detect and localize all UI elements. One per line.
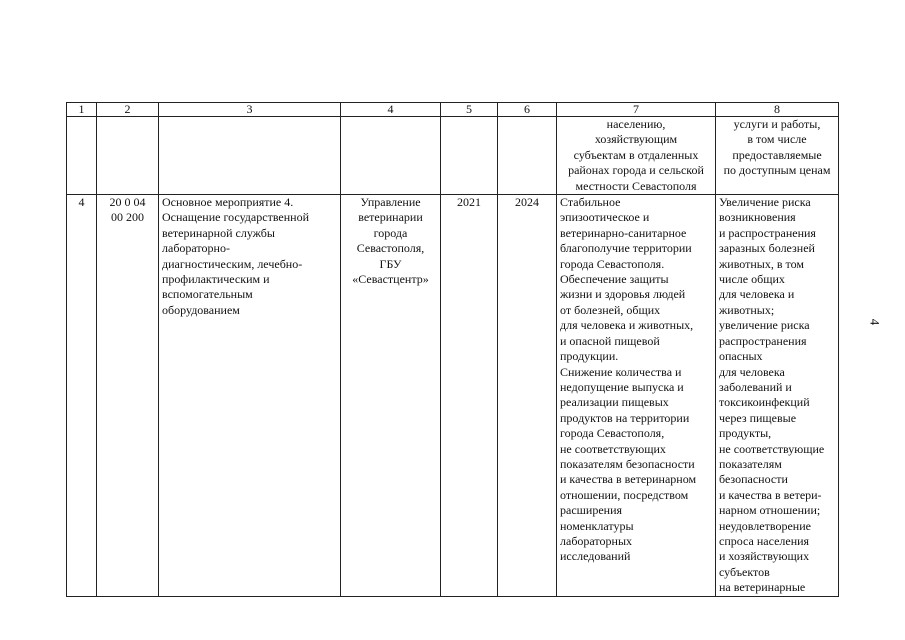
consequences-line: не соответствующие [719,441,825,456]
cont-consequences-cell [716,117,839,195]
cont-result-line: местности Севастополя [575,178,697,193]
consequences-line: токсикоинфекций [719,395,810,410]
activity-line: Основное мероприятие 4. [162,195,294,210]
consequences-line: неудовлетворение [719,518,811,533]
consequences-line: заболеваний и [719,379,792,394]
header-col-1: 1 [67,103,97,117]
consequences-line: и хозяйствующих [719,549,810,564]
budget-code-line: 00 200 [111,210,144,225]
consequences-line: субъектов [719,564,770,579]
result-line: для человека и животных, [560,318,694,333]
consequences-line: числе общих [719,272,785,287]
result-line: показателям безопасности [560,456,695,471]
budget-code-line: 20 0 04 [109,195,146,210]
result-line: города Севастополя. [560,256,665,271]
result-line: города Севастополя, [560,426,665,441]
consequences-line: животных, в том [719,256,804,271]
header-row [67,103,839,117]
result-line: отношении, посредством [560,487,689,502]
cont-consequences-line: по доступным ценам [723,163,831,178]
consequences-line: возникновения [719,210,796,225]
result-line: Стабильное [560,195,621,210]
table-row [67,195,839,597]
cont-result-line: субъектам в отдаленных [573,147,699,162]
consequences-line: увеличение риска [719,318,810,333]
result-line: лабораторных [560,533,633,548]
cont-result-line: хозяйствующим [594,132,678,147]
activity-line: лабораторно- [162,241,230,256]
consequences-line: для человека [719,364,785,379]
cont-consequences-line: в том числе [747,132,807,147]
cont-cell-4 [341,117,441,195]
page-number: 4 [867,318,883,326]
executor-line: «Севастцентр» [352,272,429,287]
consequences-line: безопасности [719,472,788,487]
result-line: Снижение количества и [560,364,682,379]
executor-line: Управление [360,195,421,210]
cont-cell-5 [441,117,498,195]
header-col-7: 7 [557,103,716,117]
cont-cell-1 [67,117,97,195]
cont-cell-3 [159,117,341,195]
result-line: Обеспечение защиты [560,272,669,287]
activity-line: Оснащение государственной [162,210,309,225]
result-line: благополучие территории [560,241,692,256]
start-year: 2021 [441,195,498,597]
header-col-2: 2 [97,103,159,117]
result-line: и качества в ветеринарном [560,472,697,487]
cont-result-line: населению, [606,117,666,131]
consequences-line: для человека и [719,287,795,302]
header-col-3: 3 [159,103,341,117]
consequences-line: показателям [719,456,782,471]
consequences-line: через пищевые [719,410,797,425]
consequences-line: заразных болезней [719,241,815,256]
consequences-line: спроса населения [719,533,810,548]
result-line: продуктов на территории [560,410,690,425]
header-col-8: 8 [716,103,839,117]
consequences-line: на ветеринарные [719,580,806,595]
expected-result [557,195,716,597]
activity-line: профилактическим и [162,272,270,287]
program-table [66,102,839,597]
cont-result-line: районах города и сельской [568,163,704,178]
cont-cell-2 [97,117,159,195]
executor [341,195,441,597]
result-line: номенклатуры [560,518,634,533]
executor-line: ГБУ [379,256,402,271]
cont-consequences-line: предоставляемые [732,147,822,162]
result-line: исследований [560,549,631,564]
result-line: реализации пищевых [560,395,669,410]
consequences-line: и распространения [719,225,816,240]
continuation-row [67,117,839,195]
activity-line: ветеринарной службы [162,225,275,240]
result-line: недопущение выпуска и [560,379,684,394]
activity-line: оборудованием [162,302,240,317]
header-col-5: 5 [441,103,498,117]
result-line: от болезней, общих [560,302,661,317]
activity-name [159,195,341,597]
header-col-6: 6 [498,103,557,117]
executor-line: Севастополя, [356,241,425,256]
cont-consequences-line: услуги и работы, [733,117,821,131]
result-line: и опасной пищевой [560,333,660,348]
result-line: жизни и здоровья людей [560,287,686,302]
consequences-line: опасных [719,349,763,364]
header-col-4: 4 [341,103,441,117]
result-line: ветеринарно-санитарное [560,225,687,240]
executor-line: ветеринарии [358,210,423,225]
result-line: расширения [560,503,623,518]
consequences-line: распространения [719,333,807,348]
consequences [716,195,839,597]
activity-line: вспомогательным [162,287,253,302]
row-number: 4 [67,195,97,597]
result-line: не соответствующих [560,441,666,456]
executor-line: города [373,225,408,240]
cont-result-cell [557,117,716,195]
end-year: 2024 [498,195,557,597]
consequences-line: и качества в ветери- [719,487,822,502]
result-line: продукции. [560,349,619,364]
consequences-line: Увеличение риска [719,195,811,210]
activity-line: диагностическим, лечебно- [162,256,303,271]
consequences-line: нарном отношении; [719,503,821,518]
cont-cell-6 [498,117,557,195]
consequences-line: животных; [719,302,775,317]
result-line: эпизоотическое и [560,210,650,225]
consequences-line: продукты, [719,426,772,441]
budget-code [97,195,159,597]
